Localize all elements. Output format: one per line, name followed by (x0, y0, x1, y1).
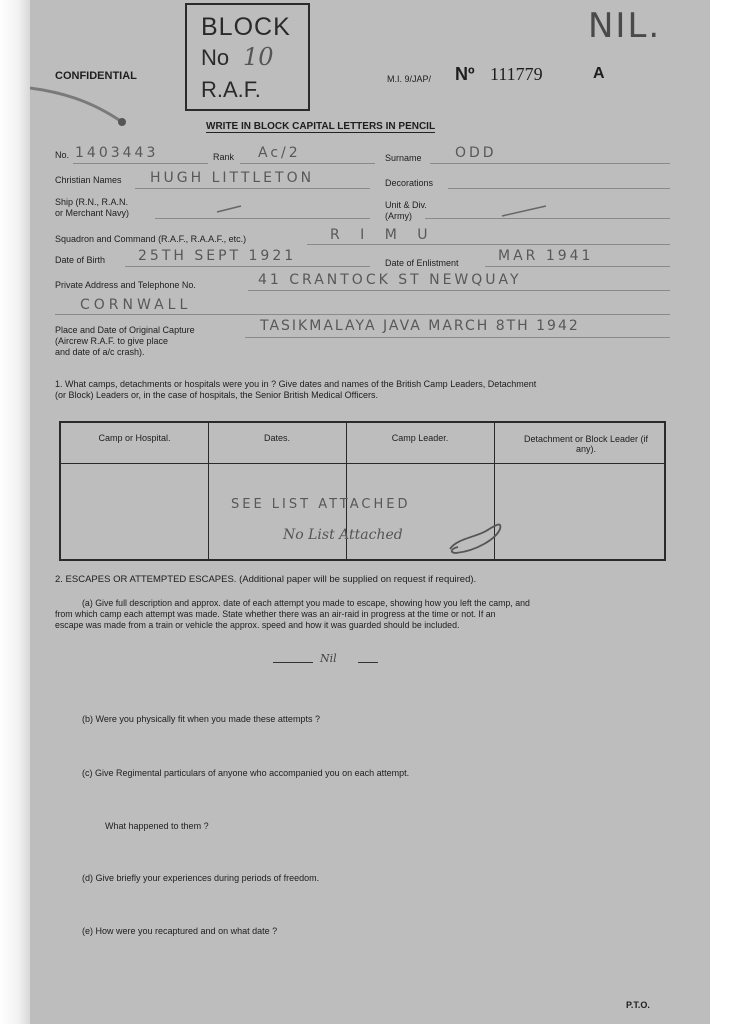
reference-code: M.I. 9/JAP/ (387, 74, 432, 84)
address-value: 41 CRANTOCK ST NEWQUAY (258, 272, 522, 288)
camps-table (59, 421, 666, 561)
christian-names-value: HUGH LITTLETON (150, 170, 315, 186)
question-2a-text-3: escape was made from a train or vehicle the approx. speed and how it was guarded should be included. (55, 620, 460, 630)
form-number: 111779 (490, 64, 543, 84)
ship-label: Ship (R.N., R.A.N. (55, 197, 129, 207)
question-2c: (c) Give Regimental particulars of anyone who accompanied you on each attempt. (82, 768, 410, 778)
unit-label-2: (Army) (385, 211, 412, 221)
pencil-scribble-mark (446, 519, 506, 559)
question-2c-followup: What happened to them ? (105, 821, 209, 831)
question-2b: (b) Were you physically fit when you made these attempts ? (82, 714, 320, 724)
surname-value: ODD (455, 145, 497, 161)
question-2a-text-2: from which camp each attempt was made. State whether there was an air-raid in progress at the time or not. If an (55, 609, 496, 619)
address-label: Private Address and Telephone No. (55, 280, 196, 290)
question-1-text: 1. What camps, detachments or hospitals were you in ? Give dates and names of the British Camp Leaders, Detachment (55, 379, 537, 389)
capture-label-2: (Aircrew R.A.F. to give place (55, 336, 169, 346)
question-2a-text: (a) Give full description and approx. date of each attempt you made to escape, showing how you left the camp, and (82, 598, 530, 608)
service-number-value: 1403443 (75, 145, 159, 161)
escape-answer-nil: Nil (320, 652, 337, 665)
rank-label: Rank (213, 152, 235, 162)
form-suffix: A (593, 65, 605, 82)
paper-edge (0, 0, 30, 1024)
question-2-title: 2. ESCAPES OR ATTEMPTED ESCAPES. (Additional paper will be supplied on request if required). (55, 574, 477, 585)
block-stamp (185, 3, 310, 111)
stamp-line-block: BLOCK (201, 13, 291, 41)
stamp-line-no: No (201, 45, 230, 70)
nil-handwritten-note: NIL. (588, 6, 662, 46)
enlistment-value: MAR 1941 (498, 248, 594, 264)
decorations-label: Decorations (385, 178, 434, 188)
no-label: No. (55, 150, 70, 160)
table-note-no-list: No List Attached (283, 527, 403, 543)
question-1-text-2: (or Block) Leaders or, in the case of hospitals, the Senior British Medical Officers. (55, 390, 378, 400)
table-note-see-list: SEE LIST ATTACHED (231, 497, 411, 512)
form-page (30, 0, 710, 1024)
dob-label: Date of Birth (55, 255, 106, 265)
number-symbol: Nº (455, 64, 475, 84)
stamp-block-number: 10 (243, 43, 274, 71)
unit-dash-mark (500, 202, 550, 218)
confidential-label: CONFIDENTIAL (55, 70, 137, 82)
capture-label-3: and date of a/c crash). (55, 347, 145, 357)
table-header-detachment: Detachment or Block Leader (if any). (523, 434, 649, 454)
ship-label-2: or Merchant Navy) (55, 208, 130, 218)
dob-value: 25TH SEPT 1921 (138, 248, 297, 264)
squadron-value: R I M U (330, 227, 436, 243)
ship-dash-mark (215, 202, 245, 214)
instruction-heading: WRITE IN BLOCK CAPITAL LETTERS IN PENCIL (206, 121, 436, 132)
squadron-label: Squadron and Command (R.A.F., R.A.A.F., etc.) (55, 234, 247, 244)
table-header-camp: Camp or Hospital. (98, 433, 171, 443)
stamp-line-raf: R.A.F. (201, 77, 261, 102)
surname-label: Surname (385, 153, 422, 163)
rank-value: Ac/2 (258, 145, 301, 161)
table-header-camp-leader: Camp Leader. (391, 433, 449, 443)
question-2d: (d) Give briefly your experiences during periods of freedom. (82, 873, 320, 883)
question-2e: (e) How were you recaptured and on what date ? (82, 926, 278, 936)
enlistment-label: Date of Enlistment (385, 258, 459, 268)
capture-value: TASIKMALAYA JAVA MARCH 8TH 1942 (260, 318, 580, 334)
address-value-2: CORNWALL (80, 297, 192, 313)
capture-label: Place and Date of Original Capture (55, 325, 195, 335)
pto-label: P.T.O. (626, 1000, 650, 1010)
christian-names-label: Christian Names (55, 175, 122, 185)
unit-label: Unit & Div. (385, 200, 427, 210)
table-header-dates: Dates. (263, 433, 290, 443)
